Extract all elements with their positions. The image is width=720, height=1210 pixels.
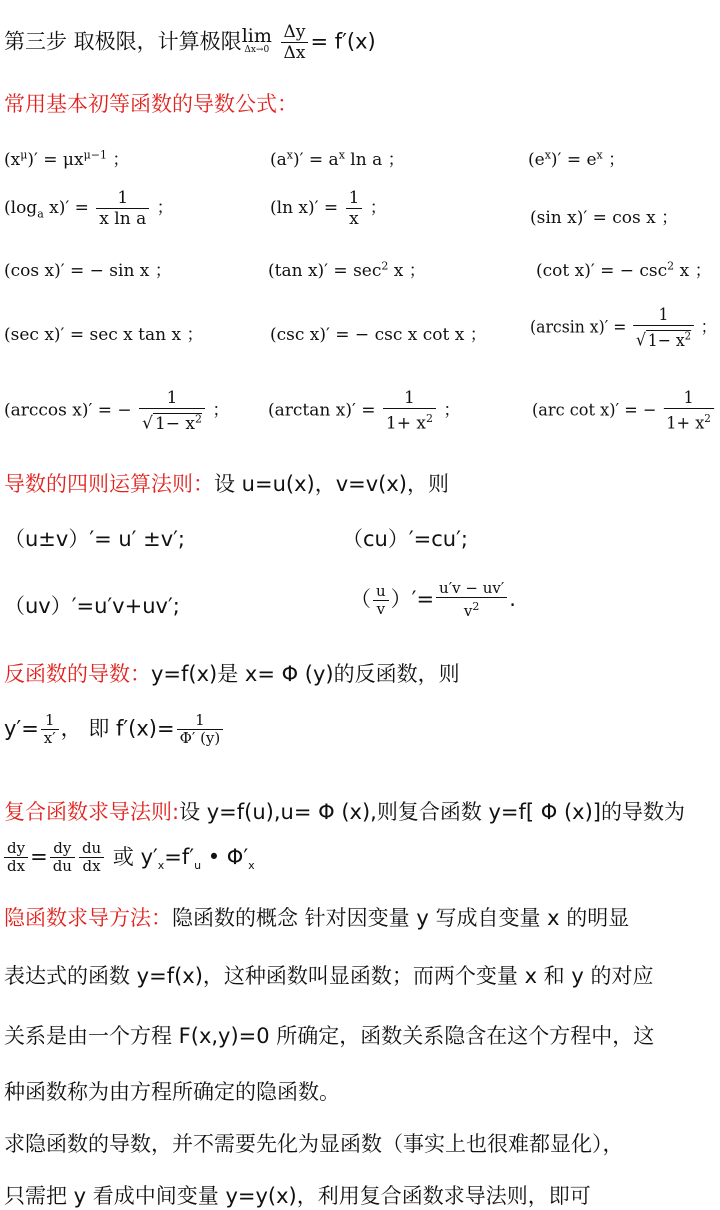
- implicit-line-1: [4, 904, 629, 932]
- inverse-heading: 反函数的导数：: [4, 662, 151, 686]
- f14-end: ；: [443, 400, 461, 421]
- f13-num: 1: [166, 388, 178, 408]
- chain-heading: 复合函数求导法则:: [4, 800, 180, 824]
- r4-frac-left: [373, 583, 389, 618]
- formula-arccos: [4, 388, 229, 434]
- four-rules-text: 设 u=u(x)，v=v(x)，则: [214, 472, 449, 496]
- basic-formulas-heading: 常用基本初等函数的导数公式：: [4, 92, 298, 116]
- f15-left: (arc cot x)′ = −: [532, 400, 657, 421]
- formula-tan: (tan $x)' = \sec^2 x$ ；: [268, 259, 426, 281]
- chain-line: [4, 798, 685, 826]
- chain-frac-b: [50, 840, 75, 875]
- implicit-line-4: 种函数称为由方程所确定的隐函数。: [4, 1080, 340, 1104]
- f5-frac: [346, 188, 363, 229]
- f4-left: ($\log_a$ x)′ =: [4, 198, 89, 221]
- implicit-heading: 隐函数求导方法：: [4, 906, 172, 930]
- chain-c-num: du: [81, 839, 102, 857]
- limit-operator: [241, 24, 272, 57]
- f5-num: 1: [348, 188, 360, 208]
- lim-subscript: Δx→0: [244, 44, 270, 55]
- f13-den: √ $1- x^2$: [139, 408, 205, 434]
- inv-num2: 1: [195, 711, 205, 729]
- f14-den: $1+ x^2$: [383, 408, 436, 434]
- inverse-text: y=f(x)是 x= Φ (y)的反函数，则: [151, 662, 460, 686]
- formula-log-a: [4, 188, 174, 229]
- inv-num1: 1: [44, 711, 55, 729]
- f13-frac: [139, 388, 205, 434]
- f4-num: 1: [117, 188, 129, 208]
- inv-y-prime: y′=: [4, 716, 39, 741]
- r4-rnum: u′v − uv′: [439, 579, 505, 597]
- f5-end: ；: [369, 198, 387, 218]
- inv-den2: Φ′ (y): [177, 729, 224, 747]
- chain-c-den: dx: [79, 857, 104, 875]
- chain-text: 设 y=f(u),u= Φ (x),则复合函数 y=f[ Φ (x)]的导数为: [179, 800, 685, 824]
- chain-a-den: dx: [4, 857, 28, 875]
- f12-num: 1: [658, 305, 669, 325]
- f4-end: ；: [156, 198, 174, 218]
- step-result: = f′(x): [310, 29, 376, 54]
- formula-arccot: [532, 388, 716, 434]
- r4-mid: ）′=: [390, 587, 435, 611]
- f13-end: ；: [212, 400, 230, 421]
- f14-frac: [383, 388, 436, 434]
- rule-product: （uv）′=u′v+uv′;: [4, 594, 180, 618]
- f12-end: ；: [700, 317, 717, 338]
- f4-frac: [96, 188, 149, 229]
- f12-left: (arcsin x)′ =: [530, 317, 627, 338]
- r4-rden: $v^2$: [436, 597, 507, 620]
- inv-frac-1: [41, 712, 59, 747]
- inv-den1: x′: [41, 729, 59, 747]
- formula-cot: (cot x)′ = − $\csc^2 x$ ；: [536, 259, 712, 281]
- four-rules-heading: 导数的四则运算法则：: [4, 472, 214, 496]
- r4-end: .: [509, 587, 516, 611]
- rule-sum: （u±v）′= u′ ±v′;: [4, 527, 185, 551]
- formula-sin: (sin x)′ = cos x ；: [530, 208, 679, 228]
- f12-frac: [633, 305, 694, 351]
- rule-quotient: [350, 580, 516, 620]
- chain-b-den: du: [50, 857, 75, 875]
- chain-eq: =: [30, 844, 48, 869]
- formula-power: $(x^\mu)' = \mu x^{\mu-1}$ ；: [4, 148, 130, 170]
- inverse-line: [4, 660, 460, 688]
- formula-ln: [270, 188, 387, 229]
- step-three-line: [4, 22, 376, 63]
- formula-arctan: [268, 388, 460, 434]
- implicit-line-3: 关系是由一个方程 F(x,y)=0 所确定，函数关系隐含在这个方程中，这: [4, 1024, 655, 1048]
- f12-den: √ $1- x^2$: [633, 325, 694, 351]
- chain-frac-c: [79, 840, 104, 875]
- f14-num: 1: [403, 388, 415, 408]
- chain-formula: [2, 840, 255, 880]
- formula-exponential-a: $(a^x)' = a^x$ ln a ；: [270, 148, 405, 170]
- f15-num: 1: [683, 388, 694, 408]
- implicit-text-1: 隐函数的概念 针对因变量 y 写成自变量 x 的明显: [172, 906, 630, 930]
- rule-constant: （cu）′=cu′;: [342, 527, 468, 551]
- implicit-line-2: 表达式的函数 y=f(x)，这种函数叫显函数；而两个变量 x 和 y 的对应: [4, 964, 654, 988]
- inverse-formula: [4, 712, 225, 747]
- f4-den: x ln a: [96, 208, 149, 229]
- f5-left: (ln x)′ =: [270, 198, 339, 218]
- f15-frac: [663, 388, 713, 434]
- four-rules-line: [4, 470, 449, 498]
- chain-frac-a: [4, 840, 28, 875]
- implicit-line-5: 求隐函数的导数，并不需要先化为显函数（事实上也很难都显化），: [4, 1132, 624, 1156]
- r4-frac-right: [436, 580, 507, 620]
- formula-arcsin: [530, 305, 716, 351]
- r4-den: v: [373, 600, 389, 618]
- delta-fraction: [281, 22, 309, 63]
- f15-den: $1+ x^2$: [663, 408, 713, 434]
- f5-den: x: [346, 208, 363, 229]
- f13-left: (arccos x)′ = −: [4, 400, 132, 421]
- formula-exponential-e: $(e^x)' = e^x$ ；: [528, 148, 626, 170]
- formula-csc: (csc x)′ = − csc x cot x ；: [270, 325, 487, 345]
- formula-sec: (sec x)′ = sec x tan x ；: [4, 325, 204, 345]
- f14-left: (arctan x)′ =: [268, 400, 376, 421]
- chain-b-num: dy: [53, 839, 72, 857]
- chain-tail: 或 $y'_x=f'_u$ • $\Phi'_x$: [112, 844, 255, 872]
- step-three-text: 第三步 取极限，计算极限: [4, 29, 242, 54]
- lim-label: lim: [241, 24, 272, 47]
- r4-num: u: [376, 581, 386, 600]
- r4-open: （: [350, 587, 371, 611]
- inv-frac-2: [177, 712, 224, 747]
- formula-cos: (cos x)′ = − sin x ；: [4, 261, 172, 281]
- frac-num: Δy: [283, 22, 306, 42]
- implicit-line-6: 只需把 y 看成中间变量 y=y(x)，利用复合函数求导法则，即可: [4, 1184, 591, 1208]
- inv-mid: ， 即 f′(x)=: [60, 716, 175, 741]
- frac-den: Δx: [281, 42, 309, 63]
- chain-a-num: dy: [7, 839, 26, 857]
